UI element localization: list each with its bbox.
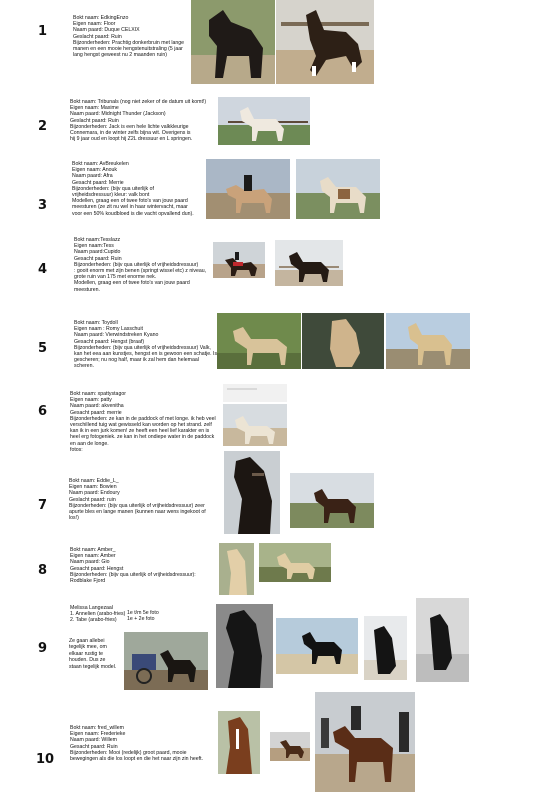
info-line: Bokt naam: Eddie_L_ — [69, 478, 119, 484]
entry-info — [72, 161, 202, 217]
info-line: Geslacht paard: Ruin — [70, 117, 119, 124]
horse-photo — [276, 0, 374, 84]
info-line: Naam paard: Vierwindstreken Kyano — [74, 332, 159, 339]
info-line: meesturen. — [74, 286, 100, 293]
info-line: Naam paard: Willem — [70, 737, 117, 744]
info-line: hij 9 jaar oud en loopt hij Z2L dressuur en L springen. — [70, 136, 193, 143]
entry-info — [70, 725, 218, 762]
horse-photo — [206, 159, 290, 219]
entry-number: 2 — [38, 119, 48, 134]
info-line: Bijzonderheden: Jack is een hele lichte valkkleurige — [70, 123, 189, 130]
info-line: Naam paard: Midnight Thunder (Jackson) — [70, 111, 166, 118]
horse-photo — [302, 313, 384, 369]
info-line: Bijzonderheden: ze kan in de paddock of met longe. ik heb veel — [70, 415, 216, 422]
info-line: Gesacht paard: Ruin — [74, 255, 122, 262]
note-line: elkaar rustig te — [69, 650, 104, 657]
info-line: Bokt naam: Tribunals (nog niet zeker of de datum uit komt!) — [70, 99, 207, 105]
note-line: houden. Dus ze — [69, 657, 106, 664]
note-line: Ze gaan allebei — [69, 638, 105, 644]
entry-number: 8 — [38, 563, 48, 578]
info-line: Bijzonderheden: Mooi (redelijk) groot paard, mooie — [70, 749, 187, 756]
info-line: Naam paard: Endoury — [69, 490, 120, 497]
info-line: Geslacht paard: ruin — [69, 496, 116, 503]
info-line: Eigen naam: patty — [70, 397, 112, 404]
info-line: Melissa Langezaal — [70, 605, 113, 611]
info-line: Naam paard: Duque CELXIX — [73, 27, 140, 34]
info-line: vrijheidsdressuur) kleur: valk bont — [72, 192, 150, 199]
horse-photo — [416, 598, 469, 682]
horse-photo — [124, 632, 208, 690]
entry-number: 4 — [38, 262, 48, 277]
info-line: gescheren; nu nog half, maar ik zal hem dan helemaal — [74, 357, 199, 364]
entry-number: 7 — [38, 498, 48, 513]
note-line: staan tegelijk model. — [69, 663, 117, 670]
photo-note — [127, 610, 207, 623]
horse-photo — [276, 618, 358, 674]
info-line: 2. Tabe (arabo-fries) — [70, 617, 117, 624]
info-line: Bokt naam: AvBreukelen — [72, 161, 129, 167]
info-line: meesturen (ze zit nu wel in haar wintervacht, maar — [72, 204, 188, 211]
horse-photo — [213, 242, 265, 278]
info-line: Gesacht paard: Merrie — [72, 179, 124, 186]
info-line: kan ik in een jurk komen! ze heeft een heel lief karakter en is — [70, 428, 210, 435]
entry-number: 9 — [38, 641, 48, 656]
info-line: Eigen naam: Amber — [70, 553, 116, 560]
info-line: Bijzonderheden: Prachtig donkerbruin met lange — [73, 39, 185, 46]
info-line: Naam paard:Cupido — [74, 249, 121, 256]
info-line: Eigen naam:Tess — [74, 243, 114, 250]
info-line: Modellen, graag een of twee foto's van jouw paard — [72, 198, 188, 205]
info-line: Bijzonderheden: (bijv qua uiterlijk of vrijheidsdressuur) Valk, — [74, 344, 211, 351]
horse-photo — [296, 159, 380, 219]
info-line: Gesacht paard: merrie — [70, 409, 122, 416]
info-line: Bokt naam: fred_willem — [70, 725, 124, 731]
horse-photo — [191, 0, 275, 84]
info-line: Naam paard: Gio — [70, 559, 110, 566]
info-line: lang hengst geweest nu 2 maanden ruin) — [73, 52, 168, 59]
horse-photo — [223, 404, 287, 446]
horse-photo — [217, 313, 301, 369]
info-line: Eigen naam: Maxime — [70, 105, 119, 112]
info-line: Bijzonderheden: (bijv qua uiterlijk of — [72, 185, 154, 192]
info-line: Bijzonderheden: (bijv qua uiterlijk of vrijheidsdressuur) zeer — [69, 502, 205, 509]
entry-number: 3 — [38, 198, 48, 213]
info-line: Geslacht paard: Ruin — [73, 33, 122, 40]
info-line: Bokt naam:Tesslazz — [74, 237, 121, 243]
entry-number: 6 — [38, 404, 48, 419]
info-line: en aan de longe. — [70, 440, 109, 447]
info-line: voor een 50% koudbloed is die vacht opvallend dun). — [72, 210, 194, 217]
info-line: Rodblake Fjord — [70, 578, 106, 585]
horse-photo — [219, 543, 254, 595]
horse-photo — [315, 692, 415, 792]
note-line: 1e t/m 5e foto — [127, 610, 159, 616]
info-line: : gooit enorm met zijn benen (springt wissel etc) z niveau, — [74, 268, 207, 275]
horse-photo — [270, 732, 310, 761]
info-line: apurte bles en lange manen (kunnen naar wens ingekoot of — [69, 509, 206, 516]
entry-info — [74, 237, 212, 293]
horse-photo — [259, 543, 331, 582]
entry-number: 5 — [38, 341, 48, 356]
info-line: verschillend tuig wat gewisseld kan worden op het strand. zelf — [70, 422, 212, 429]
info-line: bewegingen als die los loopt en die het naar zijn zin heeft. — [70, 756, 203, 763]
info-line: Gesacht paard: Hengst (braaf) — [74, 338, 145, 345]
info-line: grote ruin van 175 met enorme nek. — [74, 274, 157, 281]
entry-number: 10 — [36, 752, 55, 767]
info-line: Bokt naam: Toydoll — [74, 320, 118, 326]
info-line: Gesacht paard: Hengst — [70, 565, 124, 572]
info-line: Eigen naam: Floor — [73, 21, 116, 28]
info-line: kan het eea aan kunstjes, hengst en is gewoon een schatje. Is — [74, 351, 218, 358]
info-line: Modellen, graag een of twee foto's van jouw paard — [74, 280, 190, 287]
info-line: Bokt naam: xpattystagor — [70, 391, 126, 397]
info-line: Bijzonderheden: (bijv qua uiterlijk of vrijheidsdressuur): — [70, 571, 196, 578]
info-line: fotos: — [70, 446, 83, 453]
entry-info — [70, 547, 210, 584]
note-line: tegelijk mee, om — [69, 644, 107, 651]
info-line: Bokt naam: EdkingEnzo — [73, 15, 129, 21]
horse-photo — [275, 240, 343, 286]
entry-info — [69, 478, 214, 521]
info-line: Eigen naam: Frederieke — [70, 731, 126, 738]
info-line: Gesacht paard: Ruin — [70, 743, 118, 750]
info-line: heel erg fotogeniek. ze kan in het ondiepe water in de paddock — [70, 434, 215, 441]
entry-info — [73, 15, 191, 58]
info-line: scheren. — [74, 363, 94, 370]
note-line: 1e + 2e foto — [127, 616, 155, 623]
info-line: manen en een mooie hengstenuitstraling (5 jaar — [73, 46, 183, 53]
horse-photo — [290, 473, 374, 528]
info-line: Naam paard: Afra — [72, 173, 113, 180]
info-line: Eigen naam: Bowien — [69, 484, 117, 491]
horse-photo — [218, 711, 260, 774]
side-note — [69, 638, 124, 670]
horse-photo — [218, 97, 310, 145]
horse-photo — [223, 384, 287, 402]
info-line: los!) — [69, 515, 79, 522]
info-line: 1. Annelien (arabo-fries) — [70, 611, 126, 618]
info-line: Bijzonderheden: (bijv qua uiterlijk of vrijheidsdressuur) — [74, 261, 199, 268]
entry-info — [74, 320, 222, 370]
horse-photo — [364, 616, 407, 680]
info-line: Eigen naam : Romy Lasschuit — [74, 326, 143, 333]
horse-photo — [216, 604, 273, 688]
entry-info — [70, 391, 220, 453]
info-line: Connemara, in de winter zelfs bijna wit. Overigens is — [70, 130, 191, 137]
horse-photo — [386, 313, 470, 369]
info-line: Bokt naam: Amber_ — [70, 547, 116, 553]
entry-info — [70, 99, 210, 142]
horse-photo — [224, 451, 280, 534]
entry-number: 1 — [38, 24, 48, 39]
info-line: Naam paard: akvenitha — [70, 403, 124, 410]
info-line: Eigen naam: Anouk — [72, 167, 117, 174]
